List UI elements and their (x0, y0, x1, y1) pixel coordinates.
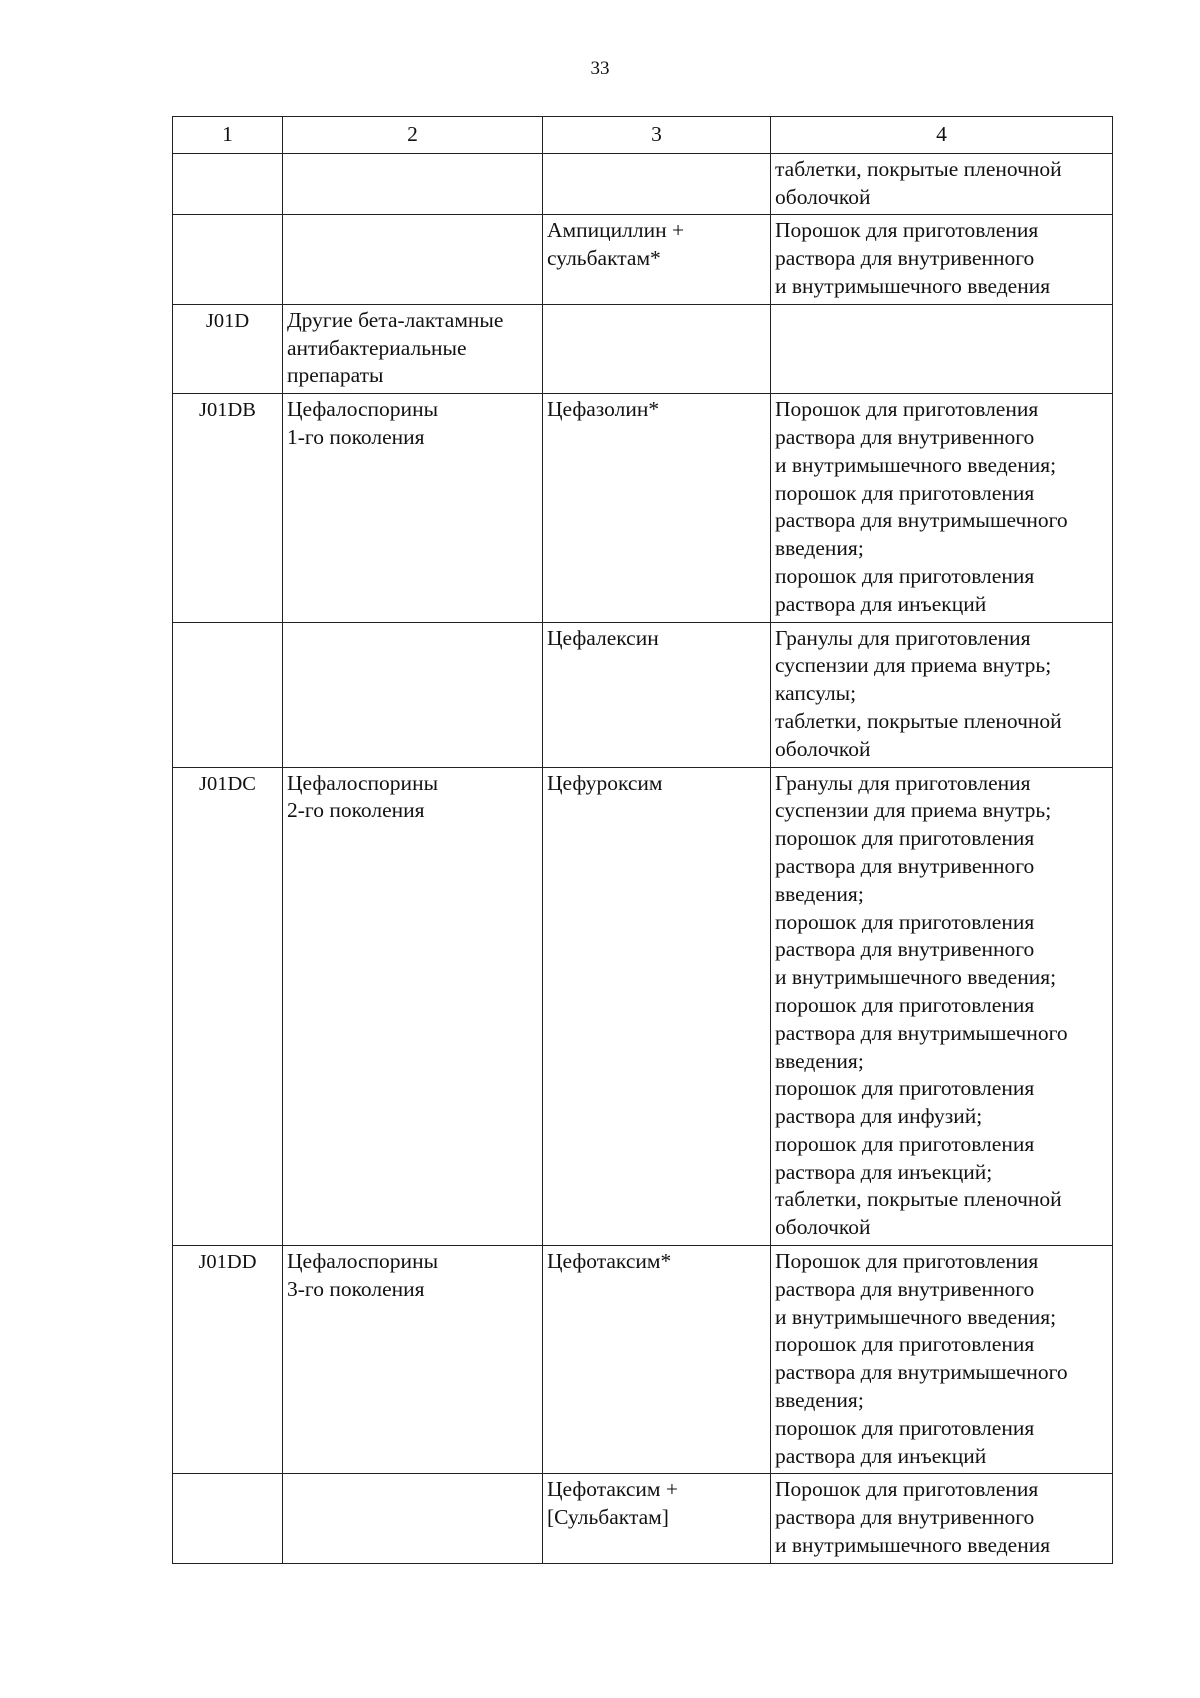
forms-line: раствора для внутримышечного (775, 1020, 1068, 1045)
forms-line: раствора для внутривенного (775, 937, 1035, 962)
atc-code-cell (173, 153, 283, 215)
table-row (173, 767, 1113, 1246)
header-col-4: 4 (771, 117, 1113, 154)
drug-cell (543, 1474, 771, 1563)
drug-cell (543, 153, 771, 215)
atc-code-cell: J01DB (173, 394, 283, 622)
forms-line: раствора для внутривенного (775, 246, 1035, 271)
forms-line: раствора для внутривенного (775, 1276, 1035, 1301)
forms-line: порошок для приготовления (775, 1332, 1035, 1357)
drug-line: Цефотаксим* (547, 1249, 672, 1274)
group-line: 2-го поколения (287, 798, 425, 823)
group-line: антибактериальные (287, 335, 467, 360)
forms-line: раствора для внутривенного (775, 424, 1035, 449)
group-cell (283, 215, 543, 304)
forms-line: раствора для инъекций (775, 591, 987, 616)
forms-line: порошок для приготовления (775, 1076, 1035, 1101)
forms-line: и внутримышечного введения (775, 1533, 1051, 1558)
forms-line: порошок для приготовления (775, 826, 1035, 851)
group-line: Цефалоспорины (287, 397, 439, 422)
forms-line: порошок для приготовления (775, 480, 1035, 505)
drug-cell (543, 215, 771, 304)
forms-line: и внутримышечного введения (775, 273, 1051, 298)
forms-line: Порошок для приготовления (775, 218, 1039, 243)
group-cell (283, 1474, 543, 1563)
drug-line: сульбактам* (547, 246, 661, 271)
forms-cell (771, 394, 1113, 622)
table-header-row (173, 117, 1113, 154)
forms-line: оболочкой (775, 736, 871, 761)
forms-line: порошок для приготовления (775, 1131, 1035, 1156)
forms-cell (771, 622, 1113, 767)
drug-line: Цефазолин* (547, 397, 660, 422)
forms-line: Порошок для приготовления (775, 1249, 1039, 1274)
forms-cell (771, 304, 1113, 393)
forms-line: введения; (775, 881, 864, 906)
table-row (173, 1246, 1113, 1474)
forms-line: таблетки, покрытые пленочной (775, 156, 1062, 181)
forms-cell (771, 215, 1113, 304)
forms-line: оболочкой (775, 184, 871, 209)
table-row (173, 215, 1113, 304)
group-line: Цефалоспорины (287, 1249, 439, 1274)
drug-line: Ампициллин + (547, 218, 685, 243)
forms-line: и внутримышечного введения; (775, 452, 1057, 477)
forms-line: введения; (775, 536, 864, 561)
group-cell (283, 153, 543, 215)
forms-line: и внутримышечного введения; (775, 965, 1057, 990)
group-line: 3-го поколения (287, 1276, 425, 1301)
drug-line: Цефотаксим + (547, 1477, 678, 1502)
table-row (173, 153, 1113, 215)
atc-code-cell: J01DD (173, 1246, 283, 1474)
group-line: 1-го поколения (287, 424, 425, 449)
forms-line: оболочкой (775, 1215, 871, 1240)
drug-cell (543, 1246, 771, 1474)
forms-cell (771, 767, 1113, 1246)
atc-code-cell (173, 1474, 283, 1563)
drug-table (172, 116, 1113, 1564)
drug-line: Цефуроксим (547, 770, 663, 795)
group-cell (283, 304, 543, 393)
forms-line: суспензии для приема внутрь; (775, 798, 1052, 823)
forms-line: раствора для внутривенного (775, 1505, 1035, 1530)
forms-line: введения; (775, 1388, 864, 1413)
forms-line: раствора для инъекций (775, 1443, 987, 1468)
forms-line: и внутримышечного введения; (775, 1304, 1057, 1329)
forms-line: порошок для приготовления (775, 909, 1035, 934)
forms-line: таблетки, покрытые пленочной (775, 1187, 1062, 1212)
group-line: Цефалоспорины (287, 770, 439, 795)
atc-code-cell: J01D (173, 304, 283, 393)
atc-code-cell (173, 622, 283, 767)
forms-line: раствора для инфузий; (775, 1104, 983, 1129)
drug-cell (543, 394, 771, 622)
group-cell (283, 394, 543, 622)
forms-line: раствора для внутримышечного (775, 1360, 1068, 1385)
group-cell (283, 1246, 543, 1474)
atc-code-cell (173, 215, 283, 304)
drug-line: [Сульбактам] (547, 1505, 669, 1530)
forms-line: раствора для внутримышечного (775, 508, 1068, 533)
header-col-2: 2 (283, 117, 543, 154)
forms-line: Гранулы для приготовления (775, 625, 1031, 650)
forms-line: Порошок для приготовления (775, 397, 1039, 422)
drug-cell (543, 304, 771, 393)
forms-cell (771, 1474, 1113, 1563)
table-body (173, 153, 1113, 1563)
forms-line: Порошок для приготовления (775, 1477, 1039, 1502)
group-cell (283, 767, 543, 1246)
table-row (173, 1474, 1113, 1563)
atc-code-cell: J01DC (173, 767, 283, 1246)
drug-cell (543, 622, 771, 767)
table-row (173, 394, 1113, 622)
group-line: Другие бета-лактамные (287, 307, 504, 332)
table-row (173, 304, 1113, 393)
table-row (173, 622, 1113, 767)
group-cell (283, 622, 543, 767)
forms-line: порошок для приготовления (775, 563, 1035, 588)
forms-line: таблетки, покрытые пленочной (775, 708, 1062, 733)
drug-cell (543, 767, 771, 1246)
drug-line: Цефалексин (547, 625, 659, 650)
forms-line: введения; (775, 1048, 864, 1073)
group-line: препараты (287, 363, 384, 388)
forms-cell (771, 153, 1113, 215)
page-number: 33 (590, 58, 610, 79)
forms-cell (771, 1246, 1113, 1474)
forms-line: капсулы; (775, 681, 857, 706)
forms-line: порошок для приготовления (775, 992, 1035, 1017)
forms-line: порошок для приготовления (775, 1415, 1035, 1440)
forms-line: раствора для внутривенного (775, 853, 1035, 878)
forms-line: Гранулы для приготовления (775, 770, 1031, 795)
forms-line: раствора для инъекций; (775, 1159, 993, 1184)
header-col-3: 3 (543, 117, 771, 154)
header-col-1: 1 (173, 117, 283, 154)
forms-line: суспензии для приема внутрь; (775, 653, 1052, 678)
